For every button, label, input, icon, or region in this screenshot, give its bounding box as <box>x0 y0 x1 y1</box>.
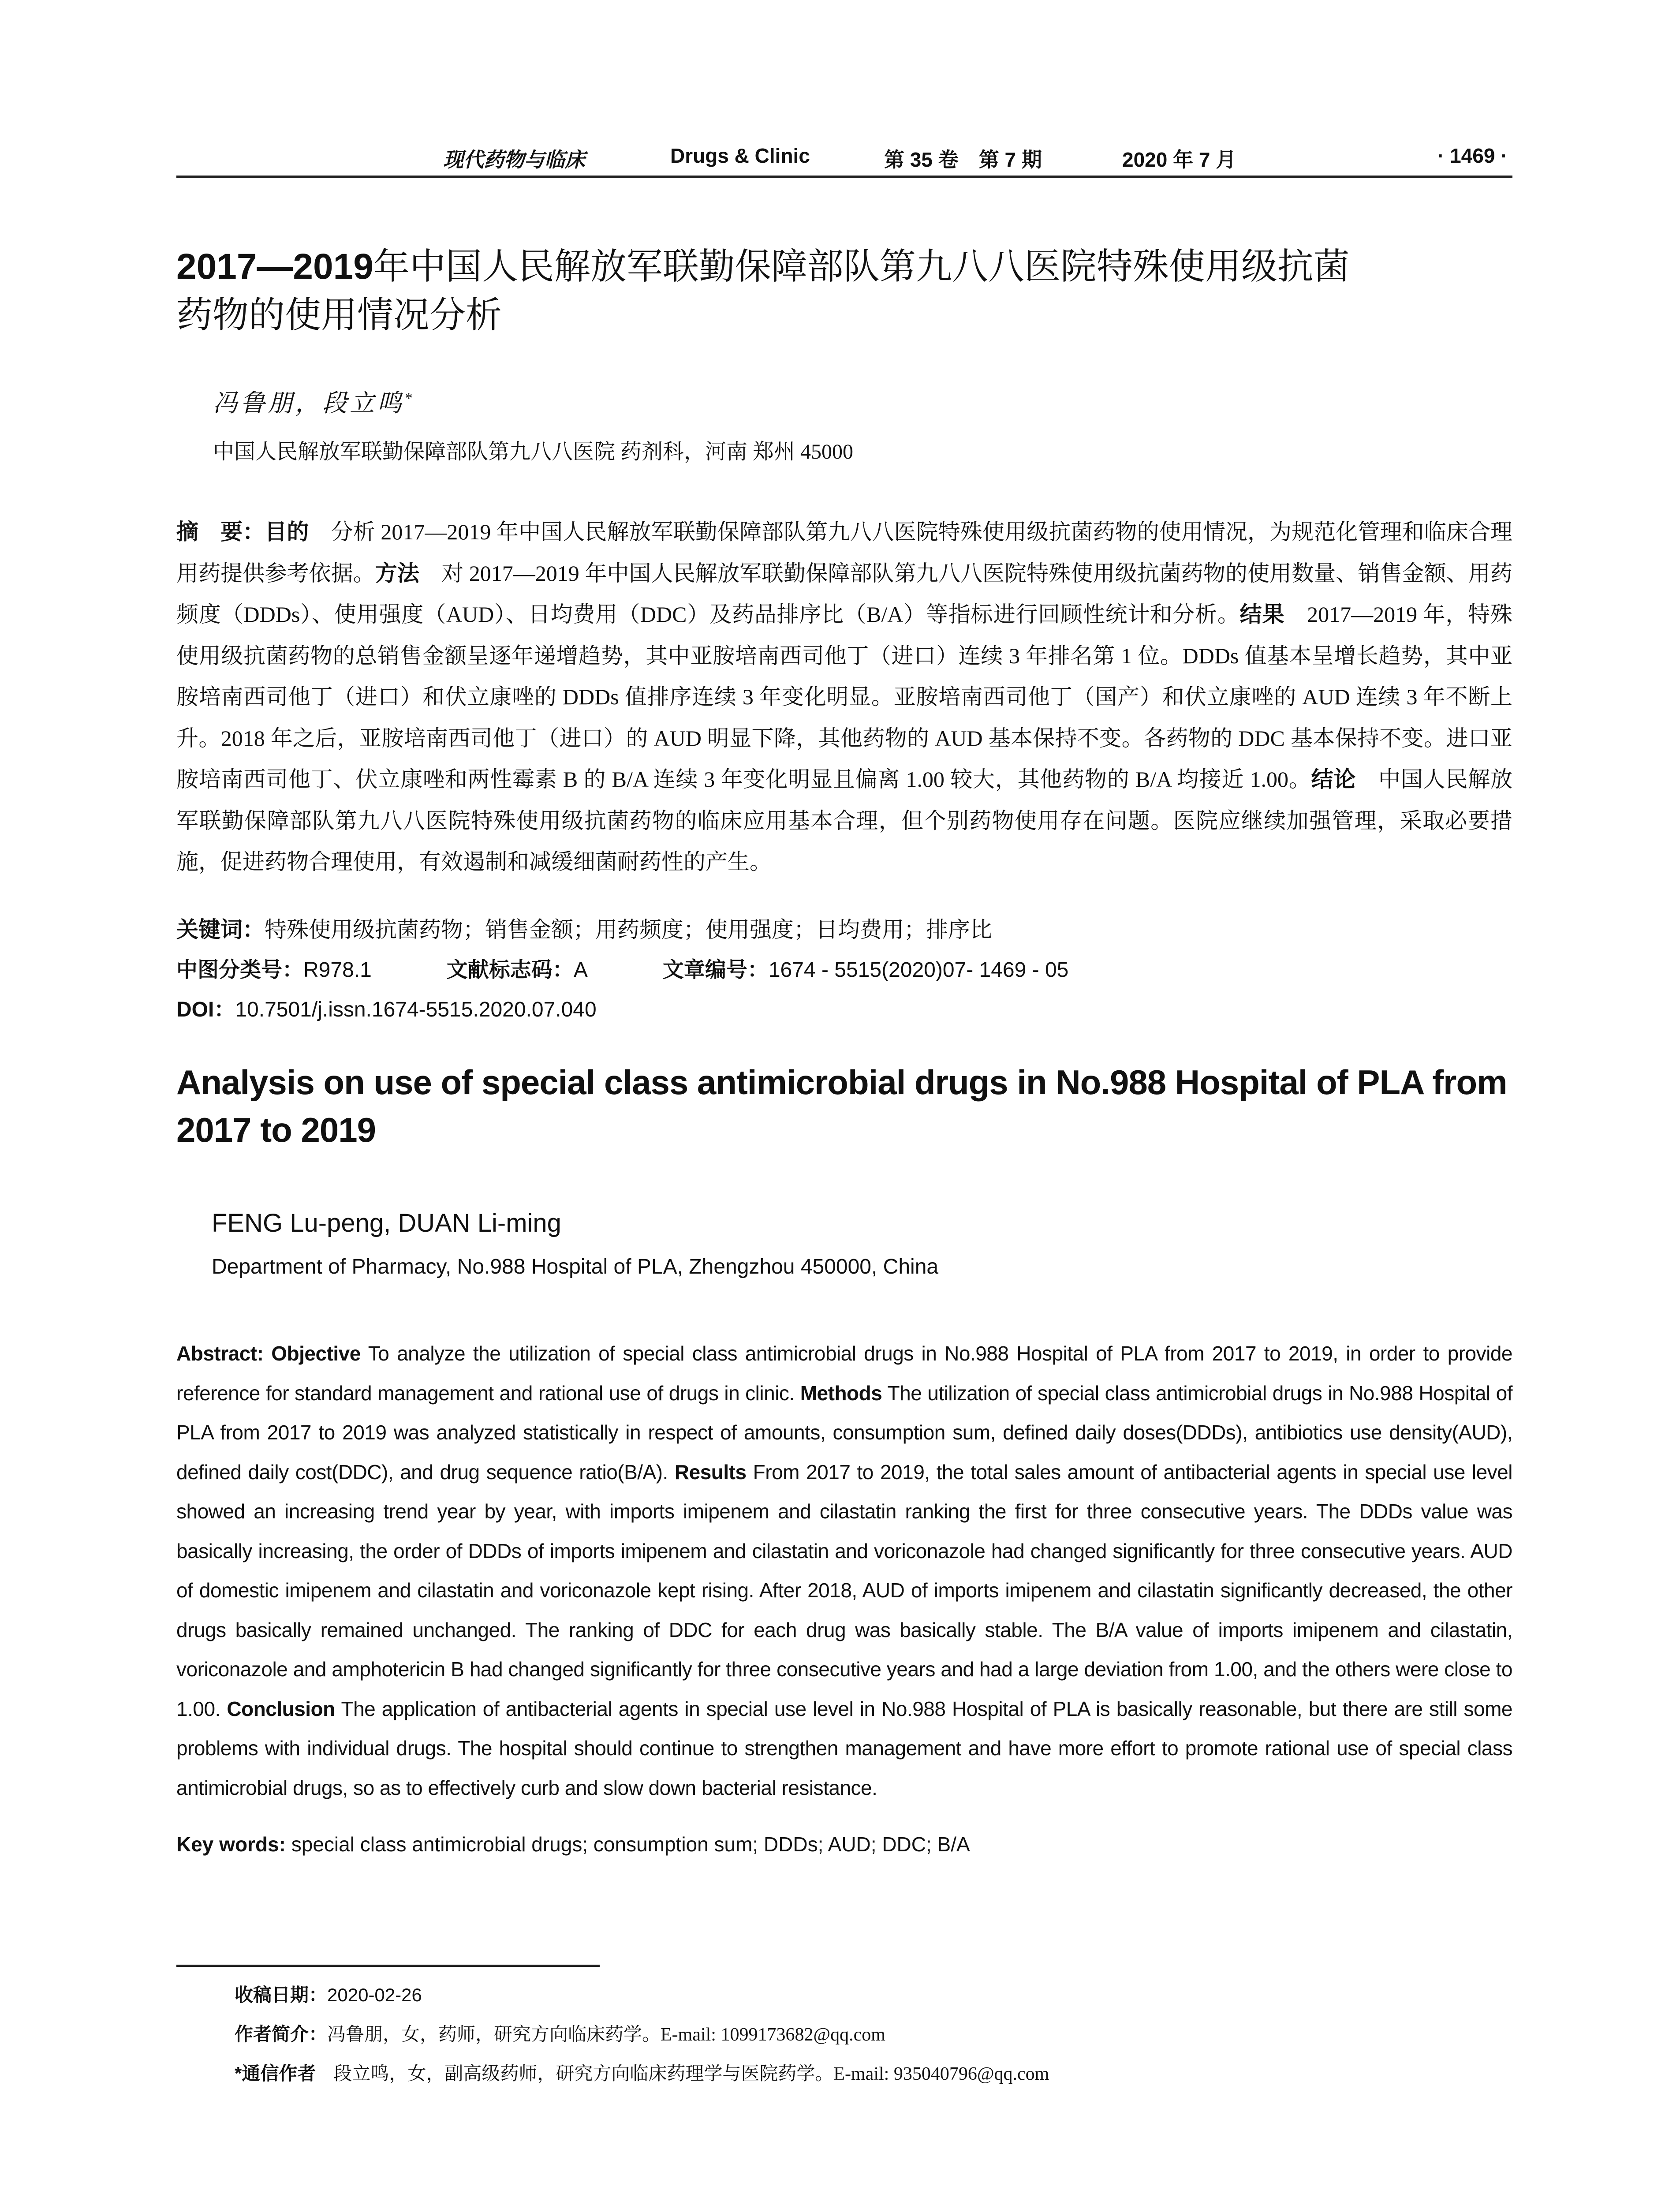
article-no-label: 文章编号： <box>662 958 769 982</box>
affiliation-en: Department of Pharmacy, No.988 Hospital of PLA, Zhengzhou 450000, China <box>212 1255 939 1278</box>
title-year-range: 2017—2019 <box>176 247 373 287</box>
keywords-label-cn: 关键词： <box>176 917 265 942</box>
abstract-en <box>176 1334 1512 1808</box>
objective-text-cn: 分析 2017—2019 年中国人民解放军联勤保障部队第九八八医院特殊使用级抗菌药物的使用情况，为规范化管理和临床合理用药提供参考依据。 <box>176 519 1513 586</box>
keywords-en <box>176 1832 970 1856</box>
title-line1-text: 年中国人民解放军联勤保障部队第九八八医院特殊使用级抗菌 <box>373 247 1350 287</box>
footnote-received <box>235 1976 1049 2015</box>
keywords-text-cn: 特殊使用级抗菌药物；销售金额；用药频度；使用强度；日均费用；排序比 <box>265 917 992 942</box>
keywords-text-en: special class antimicrobial drugs; consumption sum; DDDs; AUD; DDC; B/A <box>285 1833 970 1856</box>
keywords-label-en: Key words: <box>176 1833 286 1856</box>
author-bio-text: 冯鲁朋，女，药师，研究方向临床药学。E-mail: 1099173682@qq.com <box>327 2025 885 2045</box>
footnote-author <box>235 2015 1049 2054</box>
classification-line <box>176 953 1068 983</box>
corresponding-label: *通信作者 <box>235 2063 316 2084</box>
conclusion-label-en: Conclusion <box>227 1697 335 1720</box>
issue-date: 2020 年 7 月 <box>1122 148 1236 171</box>
results-text-cn: 2017—2019 年，特殊使用级抗菌药物的总销售金额呈逐年递增趋势，其中亚胺培南西司他丁（进口）连续 3 年排名第 1 位。DDDs 值基本呈增长趋势，其中亚胺培南西司他丁（进口）和伏立康唑的 DDDs 值排序连续 3 年变化明显。亚胺培南西司他丁（国产）和伏立康唑的 AUD 连续 3 年不断上升。2018 年之后，亚胺培南西司他丁（进口）的 AUD 明显下降，其他药物的 AUD 基本保持不变。各药物的 DDC 基本保持不变。进口亚胺培南西司他丁、伏立康唑和两性霉素 B 的 B/A 连续 3 年变化明显且偏离 1.00 较大，其他药物的 B/A 均接近 1.00。 <box>176 602 1513 792</box>
chinese-title <box>176 243 1512 340</box>
doi-line <box>176 992 597 1023</box>
conclusion-text-cn: 中国人民解放军联勤保障部队第九八八医院特殊使用级抗菌药物的临床应用基本合理，但个别药物使用存在问题。医院应继续加强管理，采取必要措施，促进药物合理使用，有效遏制和减缓细菌耐药性的产生。 <box>176 767 1513 874</box>
authors-en: FENG Lu-peng, DUAN Li-ming <box>212 1209 561 1237</box>
keywords-cn <box>176 912 992 944</box>
objective-label-cn: 目的 <box>265 519 309 544</box>
english-title: Analysis on use of special class antimicrobial drugs in No.988 Hospital of PLA from 2017 to 2019 <box>176 1063 1507 1149</box>
authors-cn <box>213 384 414 419</box>
clc-label: 中图分类号： <box>176 958 304 982</box>
article-no-value: 1674 - 5515(2020)07- 1469 - 05 <box>768 958 1069 982</box>
doi-label: DOI： <box>176 998 235 1021</box>
footnote-corresponding <box>235 2054 1049 2093</box>
corresponding-mark: * <box>404 390 414 407</box>
abstract-label-en: Abstract: <box>176 1342 264 1365</box>
journal-name-en: Drugs & Clinic <box>670 144 810 167</box>
received-date: 2020-02-26 <box>327 1984 422 2005</box>
volume-issue: 第 35 卷 第 7 期 <box>884 148 1042 171</box>
doc-code-value: A <box>573 958 588 982</box>
author-bio-label: 作者简介： <box>235 2024 328 2044</box>
affiliation-cn: 中国人民解放军联勤保障部队第九八八医院 药剂科，河南 郑州 45000 <box>213 440 854 463</box>
conclusion-label-cn: 结论 <box>1311 767 1356 792</box>
page-number: · 1469 · <box>1437 144 1508 167</box>
methods-text-en: The utilization of special class antimicrobial drugs in No.988 Hospital of PLA from 2017 to 2019 was analyzed statistically in respect of amounts, consumption sum, defined daily doses(DDDs), antibiotics use density(AUD), defined daily cost(DDC), and drug sequence ratio(B/A). <box>176 1381 1512 1484</box>
results-label-en: Results <box>674 1460 747 1484</box>
abstract-cn <box>176 512 1512 883</box>
results-text-en: From 2017 to 2019, the total sales amount of antibacterial agents in special use level showed an increasing trend year by year, with imports imipenem and cilastatin ranking the first for three consecutive years. The DDDs value was basically increasing, the order of DDDs of imports imipenem and cilastatin and voriconazole had changed significantly for three consecutive years. AUD of domestic imipenem and cilastatin and voriconazole kept rising. After 2018, AUD of imports imipenem and cilastatin significantly decreased, the other drugs basically remained unchanged. The ranking of DDC for each drug was basically stable. The B/A value of imports imipenem and cilastatin, voriconazole and amphotericin B had changed significantly for three consecutive years and had a large deviation from 1.00, and the others were close to 1.00. <box>176 1460 1512 1720</box>
methods-label-cn: 方法 <box>375 561 419 586</box>
received-label: 收稿日期： <box>235 1984 328 2005</box>
objective-label-en: Objective <box>271 1342 361 1365</box>
corresponding-text: 段立鸣，女，副高级药师，研究方向临床药理学与医院药学。E-mail: 935040796@qq.com <box>333 2064 1049 2084</box>
abstract-label-cn: 摘 要： <box>176 519 265 544</box>
doc-code-label: 文献标志码： <box>446 958 574 982</box>
journal-name-cn: 现代药物与临床 <box>443 148 585 172</box>
footnotes <box>235 1976 1049 2093</box>
objective-text-en: To analyze the utilization of special class antimicrobial drugs in No.988 Hospital of PLA from 2017 to 2019, in order to provide reference for standard management and rational use of drugs in clinic. <box>176 1342 1512 1405</box>
doi-link[interactable]: 10.7501/j.issn.1674-5515.2020.07.040 <box>235 998 597 1021</box>
methods-label-en: Methods <box>800 1381 882 1405</box>
title-line2-text: 药物的使用情况分析 <box>176 295 502 335</box>
conclusion-text-en: The application of antibacterial agents in special use level in No.988 Hospital of PLA is basically reasonable, but there are still some problems with individual drugs. The hospital should continue to strengthen management and have more effort to promote rational use of special class antimicrobial drugs, so as to effectively curb and slow down bacterial resistance. <box>176 1697 1512 1799</box>
clc-value: R978.1 <box>303 958 372 982</box>
results-label-cn: 结果 <box>1239 602 1285 627</box>
methods-text-cn: 对 2017—2019 年中国人民解放军联勤保障部队第九八八医院特殊使用级抗菌药物的使用数量、销售金额、用药频度（DDDs）、使用强度（AUD）、日均费用（DDC）及药品排序比（B/A）等指标进行回顾性统计和分析。 <box>176 561 1513 627</box>
author-names-cn: 冯鲁朋，段立鸣 <box>213 390 404 417</box>
running-header <box>176 140 1512 178</box>
footnote-divider <box>176 1965 600 1967</box>
